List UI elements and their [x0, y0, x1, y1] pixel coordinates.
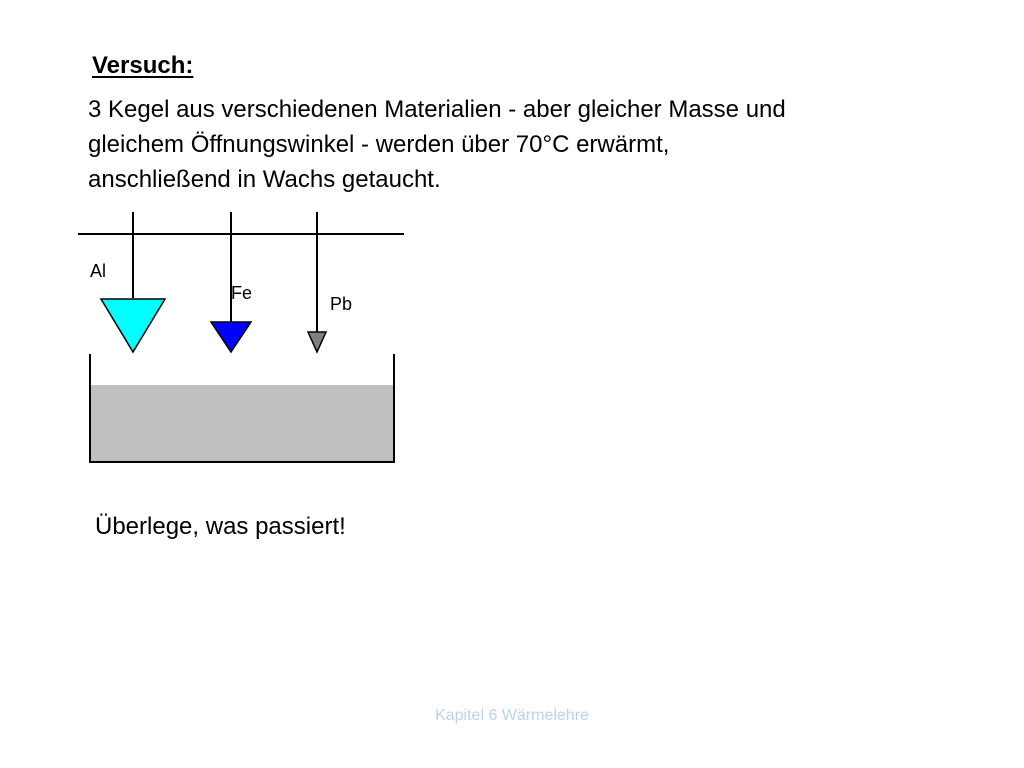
- slide-footer: Kapitel 6 Wärmelehre: [435, 707, 589, 724]
- description-line: 3 Kegel aus verschiedenen Materialien - aber gleicher Masse und: [88, 96, 786, 123]
- description-line: gleichem Öffnungswinkel - werden über 70°C erwärmt,: [88, 131, 670, 158]
- cone-al: [101, 299, 165, 352]
- slide-heading: Versuch:: [92, 52, 194, 79]
- cone-pb: [308, 332, 326, 352]
- label-al: Al: [90, 261, 107, 281]
- wax-fill: [90, 385, 394, 462]
- question-text: Überlege, was passiert!: [95, 513, 346, 540]
- cone-fe: [211, 322, 251, 352]
- label-pb: Pb: [330, 294, 353, 314]
- description-line: anschließend in Wachs getaucht.: [88, 166, 441, 193]
- label-fe: Fe: [231, 283, 253, 303]
